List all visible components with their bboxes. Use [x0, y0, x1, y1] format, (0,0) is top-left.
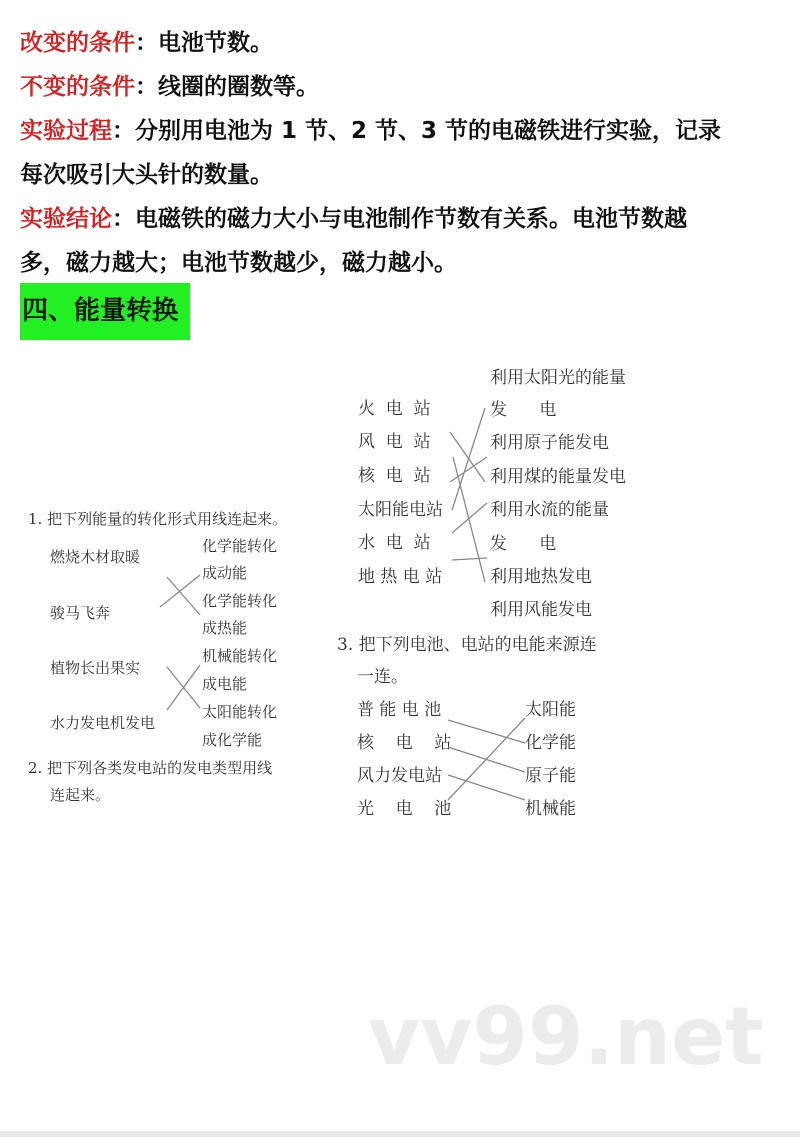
match-line	[450, 432, 485, 482]
q2-left-item: 核 电 站	[358, 466, 431, 486]
q2-right-item: 利用煤的能量发电	[490, 467, 626, 487]
q3-right-item: 机械能	[525, 799, 576, 819]
match-line	[452, 558, 487, 560]
match-line	[167, 577, 200, 615]
unchanged-condition: 不变的条件：线圈的圈数等。	[20, 74, 319, 100]
q1-right-item: 太阳能转化	[202, 703, 278, 721]
q2-left-item: 水 电 站	[358, 533, 431, 553]
match-line	[452, 503, 487, 533]
q2-right-item: 发 电	[490, 534, 557, 554]
q3-title-cont: 一连。	[357, 667, 408, 687]
q3-right-item: 化学能	[525, 733, 576, 753]
q2-right-item: 利用太阳光的能量	[490, 368, 626, 388]
q2-left-item: 风 电 站	[358, 432, 431, 452]
experiment-conclusion: 实验结论：电磁铁的磁力大小与电池制作节数有关系。电池节数越	[20, 206, 687, 232]
q3-right-item: 原子能	[525, 766, 576, 786]
q1-right-item: 成动能	[202, 564, 248, 582]
q3-title: 3. 把下列电池、电站的电能来源连	[337, 635, 597, 655]
page-bottom-edge	[0, 1131, 800, 1137]
match-line	[167, 665, 200, 710]
q2-right-item: 发 电	[490, 400, 557, 420]
watermark: vv99.net	[368, 990, 764, 1083]
q2-title-cont: 连起来。	[50, 786, 111, 804]
changed-condition: 改变的条件：电池节数。	[20, 30, 273, 56]
q2-right-item: 利用地热发电	[490, 567, 592, 587]
q1-title: 1. 把下列能量的转化形式用线连起来。	[28, 510, 288, 528]
q1-left-item: 水力发电机发电	[50, 714, 156, 732]
q2-right-item: 利用原子能发电	[490, 433, 609, 453]
q1-right-item: 机械能转化	[202, 647, 278, 665]
q3-right-item: 太阳能	[525, 700, 576, 720]
q1-right-item: 成热能	[202, 619, 248, 637]
q1-right-item: 成电能	[202, 675, 248, 693]
q1-right-item: 化学能转化	[202, 537, 278, 555]
q3-left-item: 光 电 池	[357, 799, 452, 819]
q2-left-item: 火 电 站	[358, 399, 431, 419]
experiment-process: 实验过程：分别用电池为 1 节、2 节、3 节的电磁铁进行实验，记录	[20, 118, 722, 144]
q1-left-item: 燃烧木材取暖	[50, 548, 141, 566]
q2-right-item: 利用风能发电	[490, 600, 592, 620]
experiment-process-cont: 每次吸引大头针的数量。	[20, 162, 273, 188]
q1-left-item: 骏马飞奔	[50, 604, 111, 622]
match-line	[448, 720, 525, 743]
q2-left-item: 太阳能电站	[358, 500, 443, 520]
q3-left-item: 普 能 电 池	[357, 700, 442, 720]
q3-left-item: 核 电 站	[357, 733, 452, 753]
q1-right-item: 成化学能	[202, 731, 263, 749]
q1-left-item: 植物长出果实	[50, 659, 141, 677]
q3-left-item: 风力发电站	[357, 766, 442, 786]
q1-right-item: 化学能转化	[202, 592, 278, 610]
q2-left-item: 地 热 电 站	[358, 567, 443, 587]
section-heading: 四、能量转换	[20, 283, 190, 340]
q2-title: 2. 把下列各类发电站的发电类型用线	[28, 759, 273, 777]
experiment-conclusion-cont: 多，磁力越大；电池节数越少，磁力越小。	[20, 250, 457, 276]
q2-right-item: 利用水流的能量	[490, 500, 609, 520]
